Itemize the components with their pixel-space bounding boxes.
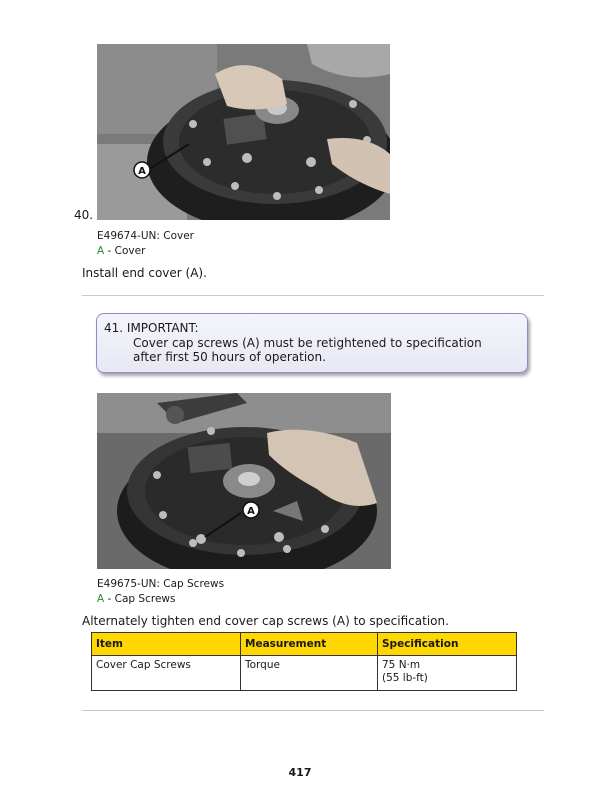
- specification-table: [91, 632, 517, 691]
- table-row: [92, 656, 517, 691]
- legend-entry: [97, 244, 194, 259]
- divider: [82, 295, 544, 296]
- callout-a-label: A: [138, 166, 146, 177]
- cap-screws-photo: [97, 393, 391, 569]
- important-note: [96, 313, 528, 373]
- spec-metric: 75 N·m: [382, 659, 421, 671]
- instruction-41: Alternately tighten end cover cap screws (A) to specification.: [82, 614, 449, 628]
- column-header: Specification: [378, 633, 517, 656]
- cover-photo: [97, 44, 390, 220]
- legend-text: - Cap Screws: [104, 593, 176, 605]
- specification-cell: [378, 656, 517, 691]
- figure-caption-40: [97, 229, 194, 259]
- callout-a-label: A: [247, 506, 255, 517]
- legend-entry: [97, 592, 224, 607]
- important-heading: 41. IMPORTANT:: [104, 321, 199, 335]
- page-number: 417: [288, 766, 312, 779]
- table-header-row: [92, 633, 517, 656]
- legend-text: - Cover: [104, 245, 146, 257]
- legend-letter: A: [97, 593, 105, 605]
- figure-id: E49674-UN: Cover: [97, 230, 194, 242]
- measurement-cell: Torque: [241, 656, 378, 691]
- important-text: Cover cap screws (A) must be retightened to specification after first 50 hours of operation.: [133, 336, 482, 364]
- legend-letter: A: [97, 245, 105, 257]
- divider: [82, 710, 544, 711]
- figure-caption-41: [97, 577, 224, 607]
- item-cell: Cover Cap Screws: [92, 656, 241, 691]
- column-header: Measurement: [241, 633, 378, 656]
- spec-imperial: (55 lb-ft): [382, 672, 428, 684]
- instruction-40: Install end cover (A).: [82, 266, 207, 280]
- column-header: Item: [92, 633, 241, 656]
- figure-id: E49675-UN: Cap Screws: [97, 578, 225, 590]
- step-number: 40.: [74, 208, 94, 222]
